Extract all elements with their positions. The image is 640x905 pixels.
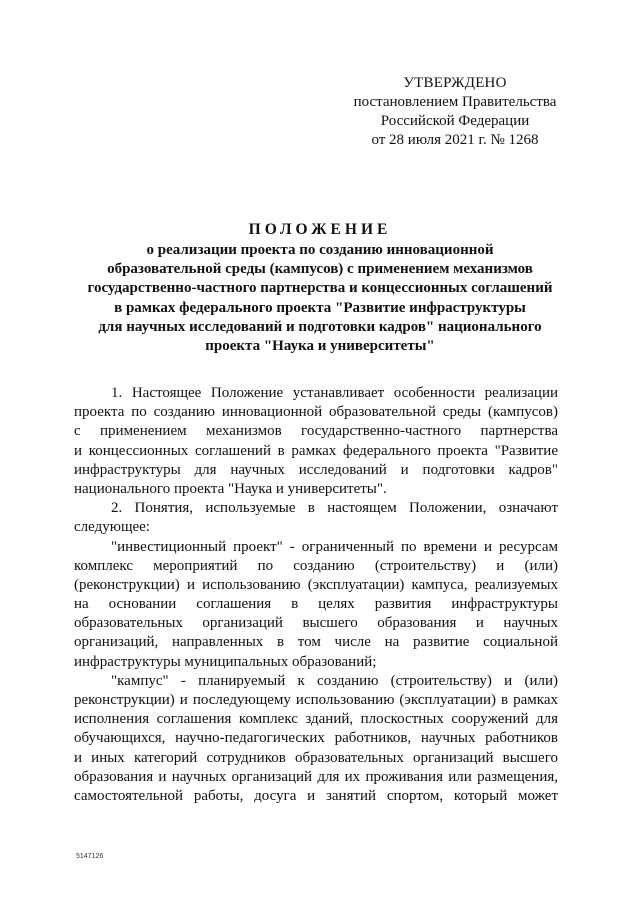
- approval-line-2: Российской Федерации: [380, 113, 530, 129]
- subtitle-line: в рамках федерального проекта "Развитие инфраструктуры: [114, 299, 526, 316]
- body-line: на основании соглашения в целях развития инфраструктуры: [74, 596, 558, 613]
- document-title: ПОЛОЖЕНИЕ: [248, 221, 392, 238]
- approval-line-1: постановлением Правительства: [353, 94, 557, 110]
- body-line: 2. Понятия, используемые в настоящем Положении, означают: [111, 500, 558, 517]
- body-line: "кампус" - планируемый к созданию (строительству) и (или): [111, 672, 558, 689]
- body-line: организаций, направленных в том числе на развитие социальной: [74, 634, 558, 651]
- body-line: инфраструктуры муниципальных образований;: [74, 653, 377, 670]
- subtitle-line: о реализации проекта по созданию инновационной: [146, 242, 494, 258]
- body-line: самостоятельной работы, досуга и занятий спортом, который может: [74, 787, 558, 804]
- subtitle-line: проекта "Наука и университеты": [205, 338, 435, 355]
- body-line: 1. Настоящее Положение устанавливает особенности реализации: [111, 385, 558, 401]
- subtitle-line: для научных исследований и подготовки кадров" национального: [98, 318, 542, 335]
- body-line: образования и научных организаций для их проживания или размещения,: [74, 768, 558, 785]
- body-line: проекта по созданию инновационной образовательной среды (кампусов): [74, 404, 558, 421]
- body-line: национального проекта "Наука и университеты".: [74, 480, 387, 497]
- body-line: и иных категорий сотрудников образовательных организаций высшего: [74, 749, 558, 766]
- body-line: образовательных организаций высшего образования и научных: [74, 615, 558, 632]
- body-line: "инвестиционный проект" - ограниченный по времени и ресурсам: [111, 538, 558, 555]
- body-line: с применением механизмов государственно-частного партнерства: [74, 423, 558, 440]
- approval-line-3: от 28 июля 2021 г. № 1268: [371, 132, 539, 148]
- body-line: инфраструктуры для научных исследований и подготовки кадров": [74, 461, 558, 478]
- subtitle-line: государственно-частного партнерства и концессионных соглашений: [87, 280, 553, 297]
- body-line: исполнения соглашения комплекс зданий, плоскостных сооружений для: [74, 711, 558, 728]
- approval-block: [340, 74, 570, 150]
- approved-stamp-text: УТВЕРЖДЕНО: [403, 75, 507, 91]
- body-line: и концессионных соглашений в рамках федерального проекта "Развитие: [74, 442, 558, 459]
- body-line: реконструкции) и последующему использованию (эксплуатации) в рамках: [74, 692, 558, 708]
- body-line: следующее:: [74, 519, 150, 536]
- body-line: обучающихся, научно-педагогических работников, научных работников: [74, 730, 558, 747]
- body-line: комплекс мероприятий по созданию (строительству) и (или): [74, 557, 558, 574]
- document-code: 5147126: [76, 853, 104, 860]
- subtitle-line: образовательной среды (кампусов) с применением механизмов: [107, 261, 533, 278]
- document-subtitle: [60, 241, 580, 356]
- document-body: [74, 384, 558, 806]
- body-line: (реконструкции) и использованию (эксплуатации) кампуса, реализуемых: [74, 576, 558, 593]
